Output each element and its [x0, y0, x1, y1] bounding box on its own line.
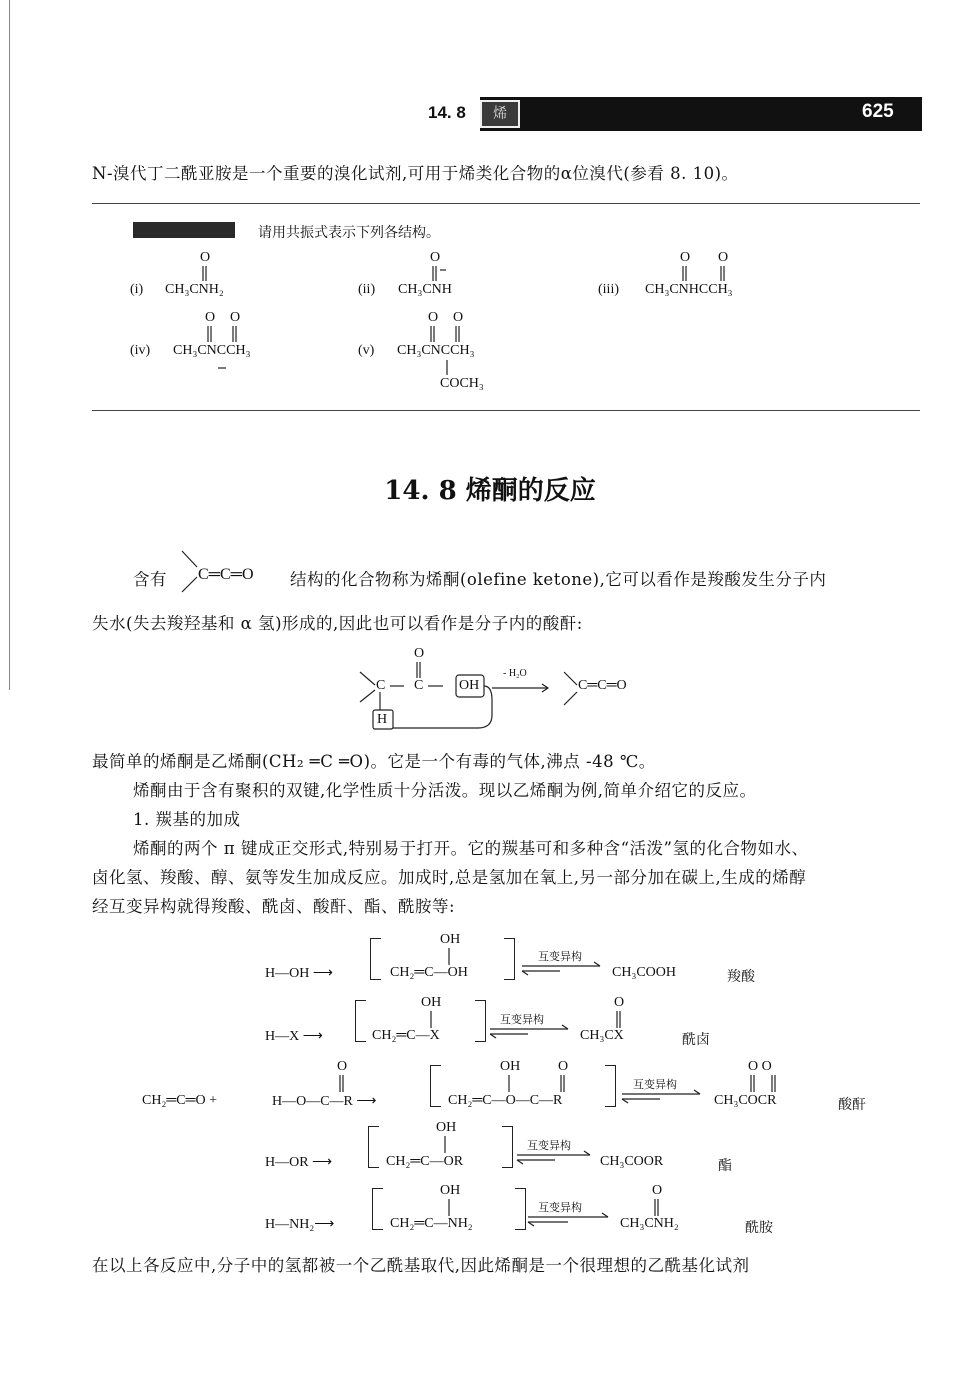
carbonyl-o: O	[453, 310, 464, 325]
exercise-prompt: 请用共振式表示下列各结构。	[258, 225, 440, 241]
para4-line1: 烯酮的两个 π 键成正交形式,特别易于打开。它的羰基可和多种含“活泼”氢的化合物如水、	[133, 839, 809, 858]
product-name: 酸酐	[838, 1097, 866, 1113]
product-name: 酰胺	[745, 1220, 773, 1236]
product-name: 羧酸	[727, 969, 755, 985]
dehydration-h: H	[377, 712, 388, 727]
para4-line3: 经互变异构就得羧酸、酰卤、酸酐、酯、酰胺等:	[92, 897, 456, 916]
reaction-reagent: H—O—C—R ⟶	[272, 1094, 377, 1109]
product-name: 酰卤	[682, 1032, 710, 1048]
reaction-reagent: H—OR ⟶	[265, 1155, 333, 1170]
product-o: O	[652, 1183, 663, 1198]
carbonyl-o: O	[430, 250, 441, 265]
carbonyl-o: O	[205, 310, 216, 325]
reaction-reactant: CH₂═C═O +	[142, 1093, 218, 1108]
enol-oh: OH	[440, 1183, 461, 1198]
enol-formula: CH₂═C—NH₂	[390, 1216, 473, 1231]
dehydration-c1: C	[376, 678, 386, 693]
exercise-label-iv: (iv)	[130, 343, 151, 358]
carbonyl-o: O	[718, 250, 729, 265]
product-o: O O	[748, 1059, 772, 1074]
last-line: 在以上各反应中,分子中的氢都被一个乙酰基取代,因此烯酮是一个很理想的乙酰基化试剂	[92, 1256, 750, 1275]
enol-o: O	[558, 1059, 569, 1074]
tautomer-label: 互变异构	[500, 1014, 544, 1026]
enol-oh: OH	[500, 1059, 521, 1074]
carbonyl-o: O	[680, 250, 691, 265]
dehydration-oh: OH	[459, 678, 480, 693]
dehydration-product: C═C═O	[578, 678, 627, 693]
para1-text-a: 结构的化合物称为烯酮(olefine ketone),它可以看作是羧酸发生分子内	[290, 570, 827, 589]
exercise-formula-iii: CH₃CNHCCH₃	[645, 282, 733, 297]
reaction-product: CH₃CX	[580, 1028, 624, 1043]
reaction-reagent: H—OH ⟶	[265, 966, 333, 981]
tautomer-label: 互变异构	[527, 1140, 571, 1152]
product-o: O	[614, 995, 625, 1010]
enol-formula: CH₂═C—OR	[386, 1154, 464, 1169]
intro-paragraph: N-溴代丁二酰亚胺是一个重要的溴化试剂,可用于烯类化合物的α位溴代(参看 8. 10)。	[92, 164, 739, 183]
para4-line2: 卤化氢、羧酸、醇、氨等发生加成反应。加成时,总是氢加在氧上,另一部分加在碳上,生成的烯醇	[92, 868, 807, 887]
reagent-o: O	[337, 1059, 348, 1074]
reaction-product: CH₃COCR	[714, 1093, 777, 1108]
reaction-product: CH₃CNH₂	[620, 1216, 679, 1231]
exercise-formula-i: CH₃CNH₂	[165, 282, 224, 297]
para3: 烯酮由于含有聚积的双键,化学性质十分活泼。现以乙烯酮为例,简单介绍它的反应。	[133, 781, 757, 800]
enol-oh: OH	[436, 1120, 457, 1135]
reaction-product: CH₃COOR	[600, 1154, 664, 1169]
subheading: 1. 羰基的加成	[133, 810, 241, 829]
exercise-label-ii: (ii)	[358, 282, 376, 297]
exercise-label-i: (i)	[130, 282, 144, 297]
carbonyl-o: O	[200, 250, 211, 265]
product-name: 酯	[718, 1158, 732, 1174]
exercise-label-v: (v)	[358, 343, 375, 358]
para1-text-b: 失水(失去羧羟基和 α 氢)形成的,因此也可以看作是分子内的酸酐:	[92, 614, 583, 633]
reaction-reagent: H—NH₂⟶	[265, 1217, 335, 1232]
exercise-substituent-v: COCH₃	[440, 376, 484, 391]
tautomer-label: 互变异构	[538, 1202, 582, 1214]
tautomer-label: 互变异构	[538, 951, 582, 963]
enol-oh: OH	[421, 995, 442, 1010]
enol-formula: CH₂═C—OH	[390, 965, 468, 980]
para2: 最简单的烯酮是乙烯酮(CH₂ ═C ═O)。它是一个有毒的气体,沸点 -48 ℃。	[92, 752, 656, 771]
carbonyl-o: O	[230, 310, 241, 325]
page-number: 625	[862, 101, 894, 122]
enol-formula: CH₂═C—O—C—R	[448, 1093, 563, 1108]
reaction-reagent: H—X ⟶	[265, 1029, 323, 1044]
reaction-product: CH₃COOH	[612, 965, 676, 980]
enol-formula: CH₂═C—X	[372, 1028, 440, 1043]
running-header-section: 14. 8	[428, 103, 466, 122]
exercise-formula-v: CH₃CNCCH₃	[397, 343, 475, 358]
dehydration-c2: C	[414, 678, 424, 693]
section-title: 14. 8 烯酮的反应	[384, 476, 596, 506]
para1-prefix: 含有	[133, 570, 167, 589]
exercise-label-iii: (iii)	[598, 282, 619, 297]
ketene-structure: C═C═O	[198, 566, 254, 583]
tautomer-label: 互变异构	[633, 1079, 677, 1091]
running-header-tab: 烯	[480, 100, 520, 128]
exercise-formula-ii: CH₃CNH	[398, 282, 452, 297]
dehydration-arrow-label: - H₂O	[503, 668, 527, 679]
enol-oh: OH	[440, 932, 461, 947]
carbonyl-o: O	[428, 310, 439, 325]
exercise-formula-iv: CH₃CNCCH₃	[173, 343, 251, 358]
dehydration-o: O	[414, 646, 425, 661]
